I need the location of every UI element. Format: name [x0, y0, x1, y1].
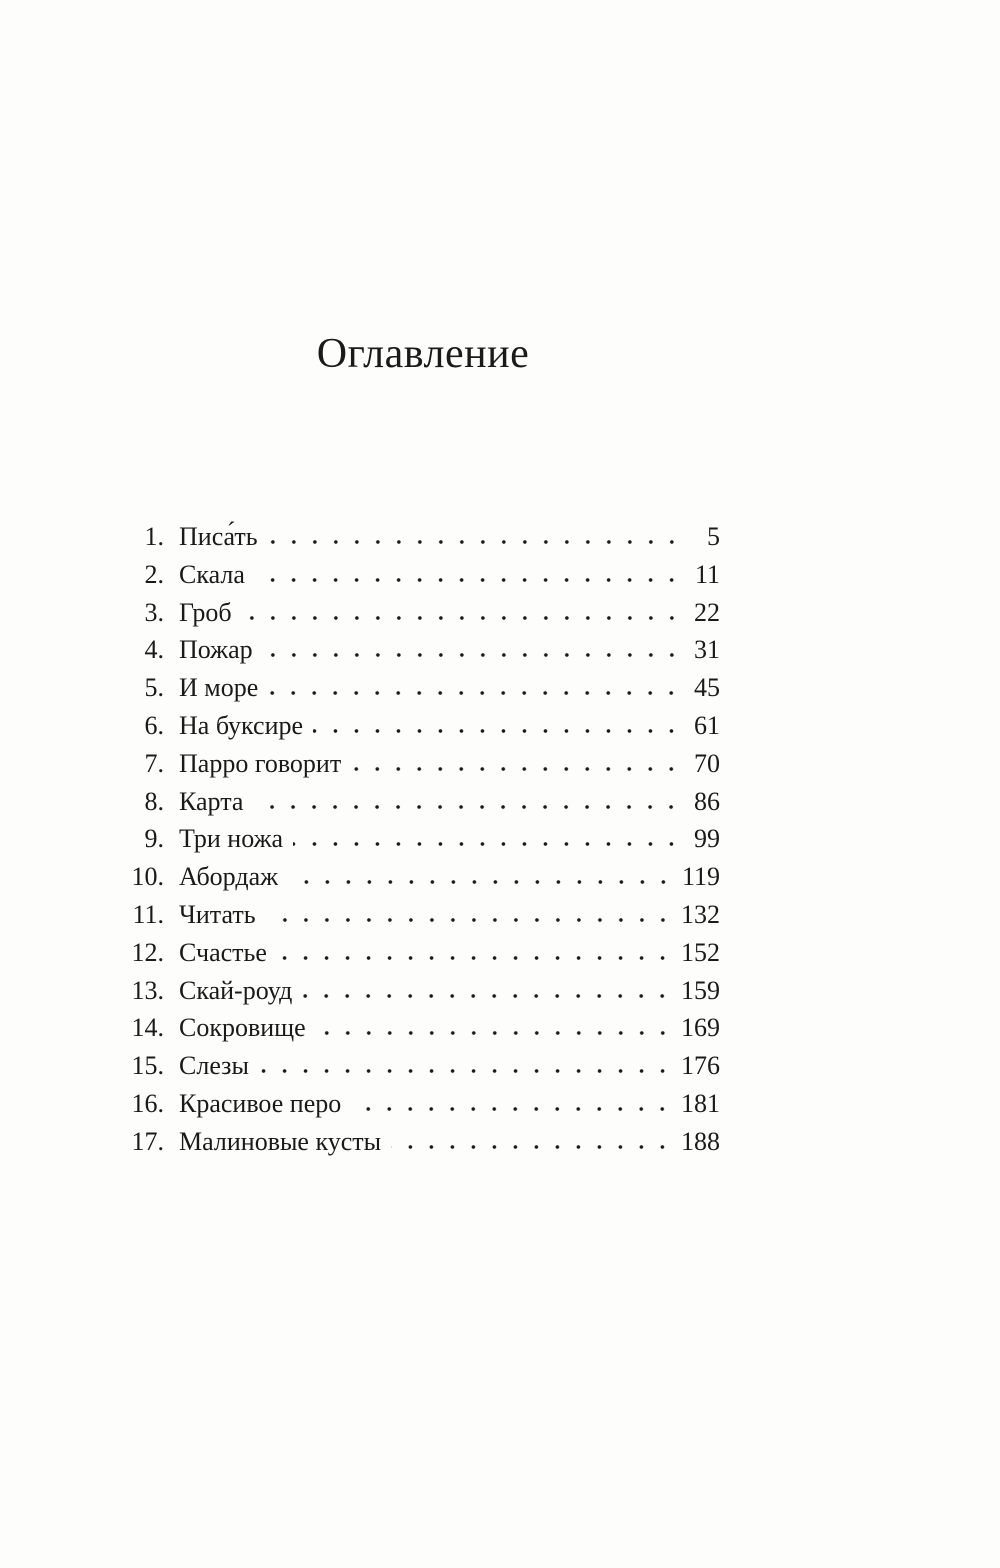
toc-entry-page: 159 — [681, 975, 720, 1005]
toc-entry-number: 4. — [144, 635, 164, 665]
toc-entry-page: 86 — [694, 786, 720, 816]
toc-entry-number: 11. — [132, 899, 164, 929]
toc-entry — [120, 1123, 720, 1161]
toc-entry — [120, 1009, 720, 1047]
table-of-contents — [120, 518, 720, 1161]
toc-entry — [120, 518, 720, 556]
toc-entry-page: 61 — [694, 710, 720, 740]
toc-entry-page: 176 — [681, 1051, 720, 1081]
toc-entry-number: 15. — [131, 1051, 164, 1081]
toc-entry-number: 1. — [144, 522, 164, 551]
dot-leader — [293, 841, 682, 847]
dot-leader — [255, 577, 682, 583]
toc-entry-page: 99 — [694, 824, 720, 854]
toc-entry — [120, 820, 720, 858]
dot-leader — [263, 652, 682, 658]
toc-entry-number: 7. — [144, 748, 164, 778]
toc-entry — [120, 934, 720, 972]
dot-leader — [268, 539, 682, 545]
toc-entry-page: 45 — [694, 673, 720, 703]
toc-entry-title: Парро говорит — [179, 748, 342, 778]
dot-leader — [242, 615, 682, 621]
toc-entry-page: 11 — [694, 559, 720, 589]
toc-entry-title: Три ножа — [179, 824, 284, 854]
toc-entry — [120, 556, 720, 594]
dot-leader — [351, 766, 682, 772]
toc-entry-number: 10. — [131, 862, 164, 892]
page-title: Оглавление — [316, 331, 530, 377]
toc-entry-title: И море — [179, 673, 259, 703]
dot-leader — [253, 804, 682, 810]
toc-entry-title: Красивое перо — [179, 1088, 342, 1118]
toc-entry — [120, 858, 720, 896]
toc-entry-title: Пожар — [179, 635, 253, 665]
toc-entry-page: 181 — [681, 1088, 720, 1118]
toc-entry-number: 17. — [131, 1126, 164, 1156]
toc-entry-title: Скай-роуд — [179, 975, 293, 1005]
toc-entry-title: Слезы — [179, 1051, 249, 1081]
toc-entry — [120, 669, 720, 707]
toc-entry-title: Писа́ть — [179, 522, 258, 551]
toc-entry-page: 22 — [694, 597, 720, 627]
toc-entry-page: 31 — [694, 635, 720, 665]
toc-entry-title: Сокровище — [179, 1013, 306, 1043]
toc-entry-title: Читать — [179, 899, 256, 929]
toc-entry-number: 13. — [131, 975, 164, 1005]
toc-entry-title: Счастье — [179, 937, 267, 967]
toc-entry-number: 5. — [144, 673, 164, 703]
toc-entry-page: 5 — [707, 522, 720, 551]
toc-entry-number: 12. — [131, 937, 164, 967]
dot-leader — [266, 917, 673, 923]
dot-leader — [313, 728, 682, 734]
toc-entry-number: 8. — [144, 786, 164, 816]
toc-entry — [120, 972, 720, 1010]
toc-entry-page: 188 — [681, 1126, 720, 1156]
toc-entry — [120, 631, 720, 669]
toc-entry — [120, 707, 720, 745]
toc-entry-number: 2. — [144, 559, 164, 589]
toc-entry-title: Малиновые кусты — [179, 1126, 382, 1156]
toc-entry — [120, 745, 720, 783]
toc-entry — [120, 896, 720, 934]
toc-entry-title: Скала — [179, 559, 245, 589]
toc-entry — [120, 594, 720, 632]
toc-entry-title: Гроб — [179, 597, 232, 627]
toc-entry-title: Карта — [179, 786, 244, 816]
dot-leader — [259, 1068, 673, 1074]
dot-leader — [268, 690, 682, 696]
toc-entry-page: 70 — [694, 748, 720, 778]
toc-entry-number: 6. — [144, 710, 164, 740]
toc-entry-title: На буксире — [179, 710, 304, 740]
dot-leader — [351, 1106, 673, 1112]
toc-entry-page: 119 — [681, 862, 720, 892]
toc-entry-page: 169 — [681, 1013, 720, 1043]
dot-leader — [316, 1030, 673, 1036]
toc-entry-number: 9. — [144, 824, 164, 854]
dot-leader — [391, 1144, 673, 1150]
toc-entry-page: 132 — [681, 899, 720, 929]
toc-entry — [120, 1047, 720, 1085]
toc-entry-number: 14. — [131, 1013, 164, 1043]
toc-entry-title: Абордаж — [179, 862, 279, 892]
toc-entry-number: 3. — [144, 597, 164, 627]
toc-entry-page: 152 — [681, 937, 720, 967]
dot-leader — [302, 993, 673, 999]
dot-leader — [277, 955, 673, 961]
dot-leader — [288, 879, 674, 885]
toc-entry — [120, 783, 720, 821]
toc-entry-number: 16. — [131, 1088, 164, 1118]
toc-entry — [120, 1085, 720, 1123]
